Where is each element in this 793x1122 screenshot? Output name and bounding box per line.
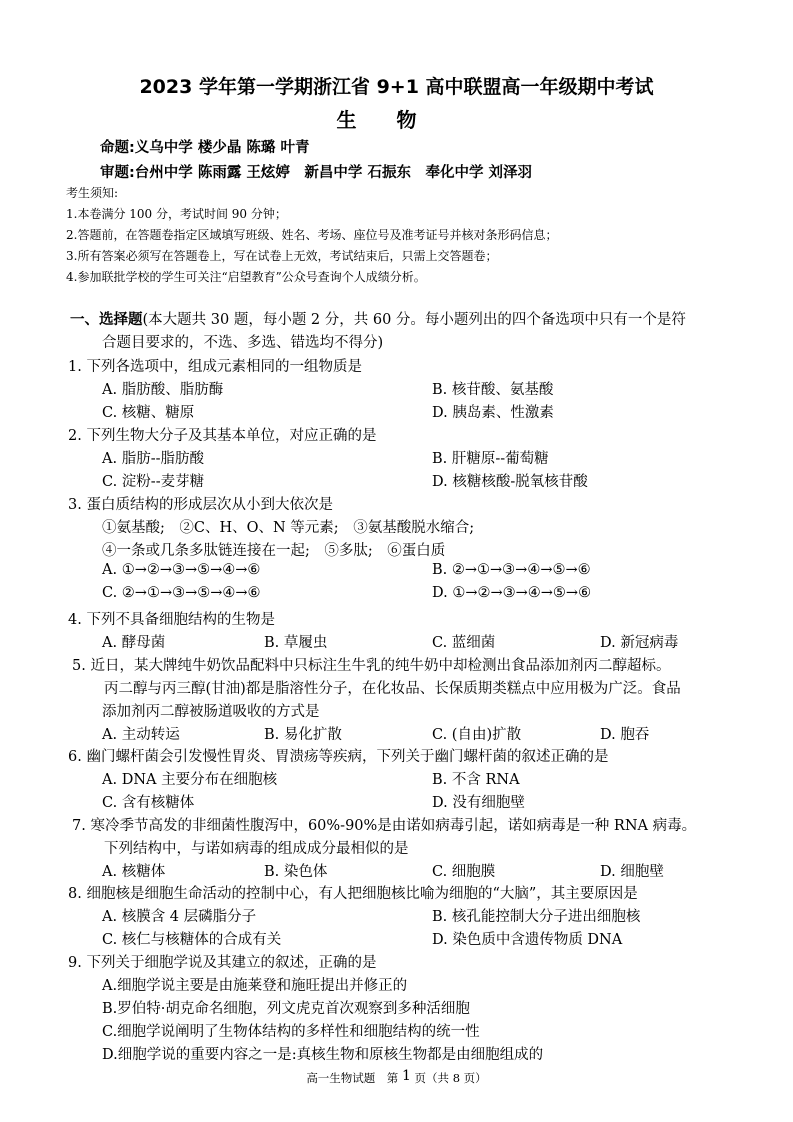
- option-a: A. 酵母菌: [102, 635, 166, 651]
- notice-item: 4.参加联批学校的学生可关注“启望教育”公众号查询个人成绩分析。: [66, 270, 426, 284]
- page-number: 1: [401, 1068, 411, 1084]
- option-b: B. 核苷酸、氨基酸: [432, 382, 554, 398]
- question-stem: 4. 下列不具备细胞结构的生物是: [68, 612, 275, 628]
- section-heading: [70, 308, 686, 329]
- reviewer-line: 审题:台州中学 陈雨露 王炫婷 新昌中学 石振东 奉化中学 刘泽羽: [100, 165, 532, 181]
- option-c: C. 淀粉--麦芽糖: [102, 474, 205, 490]
- section-desc-cont: 合题目要求的，不选、多选、错选均不得分): [102, 335, 384, 351]
- question-stem: 2. 下列生物大分子及其基本单位，对应正确的是: [68, 428, 377, 444]
- option-c: C. 含有核糖体: [102, 795, 195, 811]
- setter-line: 命题:义乌中学 楼少晶 陈璐 叶青: [100, 140, 310, 156]
- footer-prefix: 高一生物试题 第: [306, 1071, 402, 1085]
- notice-item: 3.所有答案必须写在答题卷上，写在试卷上无效，考试结束后，只需上交答题卷；: [66, 249, 498, 263]
- exam-title: 2023 学年第一学期浙江省 9+1 高中联盟高一年级期中考试: [139, 76, 654, 98]
- option-d: D. 细胞壁: [600, 864, 664, 880]
- option-b: B. 肝糖原--葡萄糖: [432, 451, 549, 467]
- option-d: D. 染色质中含遗传物质 DNA: [432, 932, 623, 948]
- option-b: B. 不含 RNA: [432, 772, 520, 788]
- option-c: C. 蓝细菌: [432, 635, 496, 651]
- option-b: B. 易化扩散: [264, 727, 342, 743]
- notice-title: 考生须知:: [66, 186, 119, 200]
- option-c: C. 细胞膜: [432, 864, 496, 880]
- option-d: D.细胞学说的重要内容之一是:真核生物和原核生物都是由细胞组成的: [102, 1047, 544, 1063]
- option-d: D. 没有细胞壁: [432, 795, 525, 811]
- notice-item: 1.本卷满分 100 分，考试时间 90 分钟；: [66, 207, 287, 221]
- question-stem-cont: ①氨基酸; ②C、H、O、N 等元素; ③氨基酸脱水缩合;: [102, 520, 475, 536]
- question-stem-cont: 下列结构中，与诺如病毒的组成成分最相似的是: [104, 841, 409, 857]
- option-a: A. DNA 主要分布在细胞核: [102, 772, 278, 788]
- subject-title: 生物: [336, 108, 457, 132]
- question-stem: 1. 下列各选项中，组成元素相同的一组物质是: [68, 359, 362, 375]
- section-label: 一、选择题: [70, 312, 143, 328]
- option-d: D. 胞吞: [600, 727, 650, 743]
- notice-item: 2.答题前，在答题卷指定区域填写班级、姓名、考场、座位号及准考证号并核对条形码信息；: [66, 228, 558, 242]
- option-b: B.罗伯特·胡克命名细胞，列文虎克首次观察到多种活细胞: [102, 1001, 470, 1017]
- option-a: A. 核膜含 4 层磷脂分子: [102, 909, 257, 925]
- option-b: B. 染色体: [264, 864, 328, 880]
- question-stem: 6. 幽门螺杆菌会引发慢性胃炎、胃溃疡等疾病，下列关于幽门螺杆菌的叙述正确的是: [68, 749, 609, 765]
- question-stem: 9. 下列关于细胞学说及其建立的叙述，正确的是: [68, 955, 377, 971]
- question-stem-cont: ④一条或几条多肽链连接在一起; ⑤多肽; ⑥蛋白质: [102, 543, 446, 559]
- question-stem: 3. 蛋白质结构的形成层次从小到大依次是: [68, 497, 333, 513]
- option-c: C. ②→①→③→⑤→④→⑥: [102, 585, 261, 601]
- option-b: B. 核孔能控制大分子进出细胞核: [432, 909, 641, 925]
- question-stem: 5. 近日，某大牌纯牛奶饮品配料中只标注生牛乳的纯牛奶中却检测出食品添加剂丙二醇超标。: [72, 658, 671, 674]
- section-desc: (本大题共 30 题，每小题 2 分，共 60 分。每小题列出的四个备选项中只有一个是符: [142, 312, 686, 328]
- option-d: D. 新冠病毒: [600, 635, 679, 651]
- option-a: A. ①→②→③→⑤→④→⑥: [102, 562, 261, 578]
- question-stem: 8. 细胞核是细胞生命活动的控制中心，有人把细胞核比喻为细胞的“大脑”，其主要原因是: [68, 886, 638, 902]
- option-b: B. ②→①→③→④→⑤→⑥: [432, 562, 591, 578]
- option-c: C. 核仁与核糖体的合成有关: [102, 932, 282, 948]
- option-a: A.细胞学说主要是由施莱登和施旺提出并修正的: [102, 978, 408, 994]
- option-c: C.细胞学说阐明了生物体结构的多样性和细胞结构的统一性: [102, 1024, 480, 1040]
- option-c: C. 核糖、糖原: [102, 405, 195, 421]
- page-footer: [0, 1070, 793, 1086]
- option-b: B. 草履虫: [264, 635, 328, 651]
- option-a: A. 脂肪--脂肪酸: [102, 451, 204, 467]
- question-stem: 7. 寒冷季节高发的非细菌性腹泻中，60%-90%是由诺如病毒引起，诺如病毒是一种 RNA 病毒。: [72, 818, 697, 834]
- option-a: A. 主动转运: [102, 727, 180, 743]
- option-a: A. 核糖体: [102, 864, 166, 880]
- option-d: D. 核糖核酸-脱氧核苷酸: [432, 474, 588, 490]
- option-d: D. ①→②→③→④→⑤→⑥: [432, 585, 592, 601]
- option-a: A. 脂肪酸、脂肪酶: [102, 382, 224, 398]
- question-stem-cont: 添加剂丙二醇被肠道吸收的方式是: [102, 704, 320, 720]
- question-stem-cont: 丙二醇与丙三醇(甘油)都是脂溶性分子，在化妆品、长保质期类糕点中应用极为广泛。食品: [104, 681, 681, 697]
- option-c: C. (自由)扩散: [432, 727, 522, 743]
- option-d: D. 胰岛素、性激素: [432, 405, 554, 421]
- footer-suffix: 页（共 8 页）: [410, 1071, 487, 1085]
